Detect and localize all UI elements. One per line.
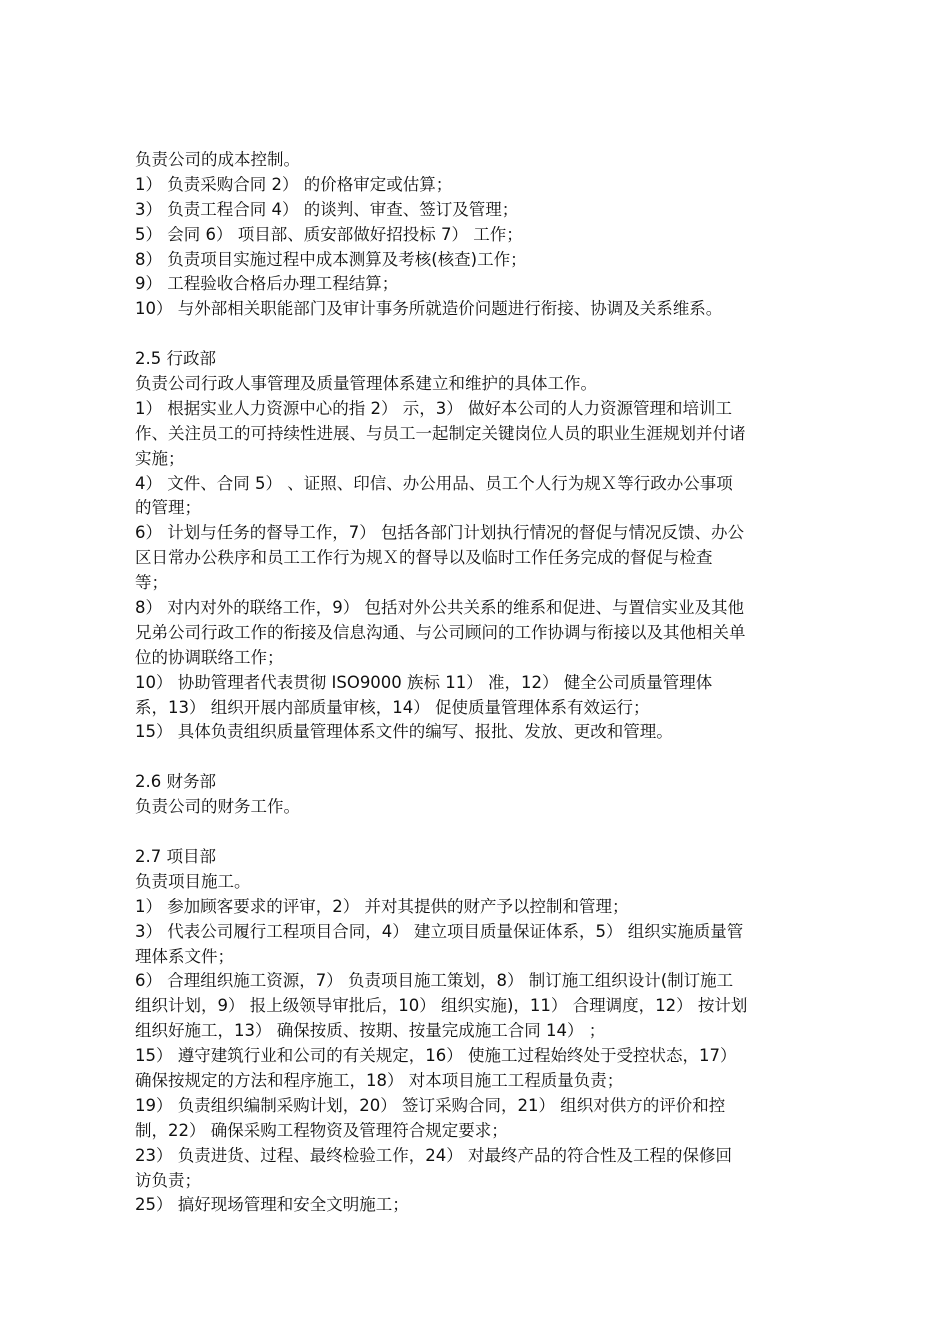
paragraph-line: 组织好施工，13） 确保按质、按期、按量完成施工合同 14） ； <box>135 1021 606 1041</box>
paragraph-line: 位的协调联络工作； <box>135 647 284 667</box>
paragraph-line: 系，13） 组织开展内部质量审核，14） 促使质量管理体系有效运行； <box>135 697 650 717</box>
section-2-7-project <box>135 845 825 1218</box>
paragraph-line: 10） 与外部相关职能部门及审计事务所就造价问题进行衔接、协调及关系维系。 <box>135 299 723 319</box>
paragraph-line: 3） 代表公司履行工程项目合同，4） 建立项目质量保证体系，5） 组织实施质量管 <box>135 921 744 941</box>
paragraph-line: 负责公司行政人事管理及质量管理体系建立和维护的具体工作。 <box>135 374 597 394</box>
section-2-6-finance <box>135 770 825 820</box>
section-heading: 2.7 项目部 <box>135 846 216 866</box>
paragraph-line: 19） 负责组织编制采购计划，20） 签订采购合同，21） 组织对供方的评价和控 <box>135 1095 726 1115</box>
paragraph-line: 区日常办公秩序和员工工作行为规Ｘ的督导以及临时工作任务完成的督促与检查 <box>135 548 713 568</box>
paragraph-line: 确保按规定的方法和程序施工，18） 对本项目施工工程质量负责； <box>135 1070 624 1090</box>
section-cost-control <box>135 148 825 322</box>
paragraph-line: 实施； <box>135 448 185 468</box>
paragraph-line: 23） 负责进货、过程、最终检验工作，24） 对最终产品的符合性及工程的保修回 <box>135 1145 732 1165</box>
section-2-5-admin <box>135 347 825 745</box>
paragraph-line: 8） 负责项目实施过程中成本测算及考核(核查)工作； <box>135 249 527 269</box>
paragraph-line: 1） 参加顾客要求的评审，2） 并对其提供的财产予以控制和管理； <box>135 896 629 916</box>
paragraph-line: 1） 负责采购合同 2） 的价格审定或估算； <box>135 174 453 194</box>
paragraph-line: 8） 对内对外的联络工作，9） 包括对外公共关系的维系和促进、与置信实业及其他 <box>135 598 744 618</box>
paragraph-line: 6） 合理组织施工资源，7） 负责项目施工策划，8） 制订施工组织设计(制订施工 <box>135 971 734 991</box>
paragraph-line: 负责公司的财务工作。 <box>135 797 300 817</box>
paragraph-line: 访负责； <box>135 1170 201 1190</box>
paragraph-line: 4） 文件、合同 5） 、证照、印信、办公用品、员工个人行为规Ｘ等行政办公事项 <box>135 473 733 493</box>
paragraph-line: 兄弟公司行政工作的衔接及信息沟通、与公司顾问的工作协调与衔接以及其他相关单 <box>135 622 746 642</box>
paragraph-line: 作、关注员工的可持续性进展、与员工一起制定关键岗位人员的职业生涯规划并付诸 <box>135 423 746 443</box>
paragraph-line: 6） 计划与任务的督导工作，7） 包括各部门计划执行情况的督促与情况反馈、办公 <box>135 523 744 543</box>
paragraph-line: 制，22） 确保采购工程物资及管理符合规定要求； <box>135 1120 508 1140</box>
section-heading: 2.6 财务部 <box>135 772 216 792</box>
paragraph-line: 5） 会同 6） 项目部、质安部做好招投标 7） 工作； <box>135 224 523 244</box>
paragraph-line: 的管理； <box>135 498 201 518</box>
paragraph-spacer <box>135 745 825 770</box>
section-heading: 2.5 行政部 <box>135 349 216 369</box>
paragraph-line: 组织计划，9） 报上级领导审批后，10） 组织实施)，11） 合理调度，12） 按计划 <box>135 996 748 1016</box>
paragraph-line: 3） 负责工程合同 4） 的谈判、审查、签订及管理； <box>135 199 519 219</box>
paragraph-spacer <box>135 820 825 845</box>
document-body <box>135 148 825 1218</box>
paragraph-line: 15） 遵守建筑行业和公司的有关规定，16） 使施工过程始终处于受控状态，17） <box>135 1046 737 1066</box>
paragraph-line: 9） 工程验收合格后办理工程结算； <box>135 274 399 294</box>
paragraph-line: 负责项目施工。 <box>135 871 251 891</box>
paragraph-line: 25） 搞好现场管理和安全文明施工； <box>135 1195 409 1215</box>
paragraph-spacer <box>135 322 825 347</box>
paragraph-line: 1） 根据实业人力资源中心的指 2） 示，3） 做好本公司的人力资源管理和培训工 <box>135 398 732 418</box>
paragraph-line: 15） 具体负责组织质量管理体系文件的编写、报批、发放、更改和管理。 <box>135 722 673 742</box>
paragraph-line: 等； <box>135 573 168 593</box>
paragraph-line: 负责公司的成本控制。 <box>135 150 300 169</box>
paragraph-line: 10） 协助管理者代表贯彻 ISO9000 族标 11） 准，12） 健全公司质量管理体 <box>135 672 713 692</box>
paragraph-line: 理体系文件； <box>135 946 234 966</box>
